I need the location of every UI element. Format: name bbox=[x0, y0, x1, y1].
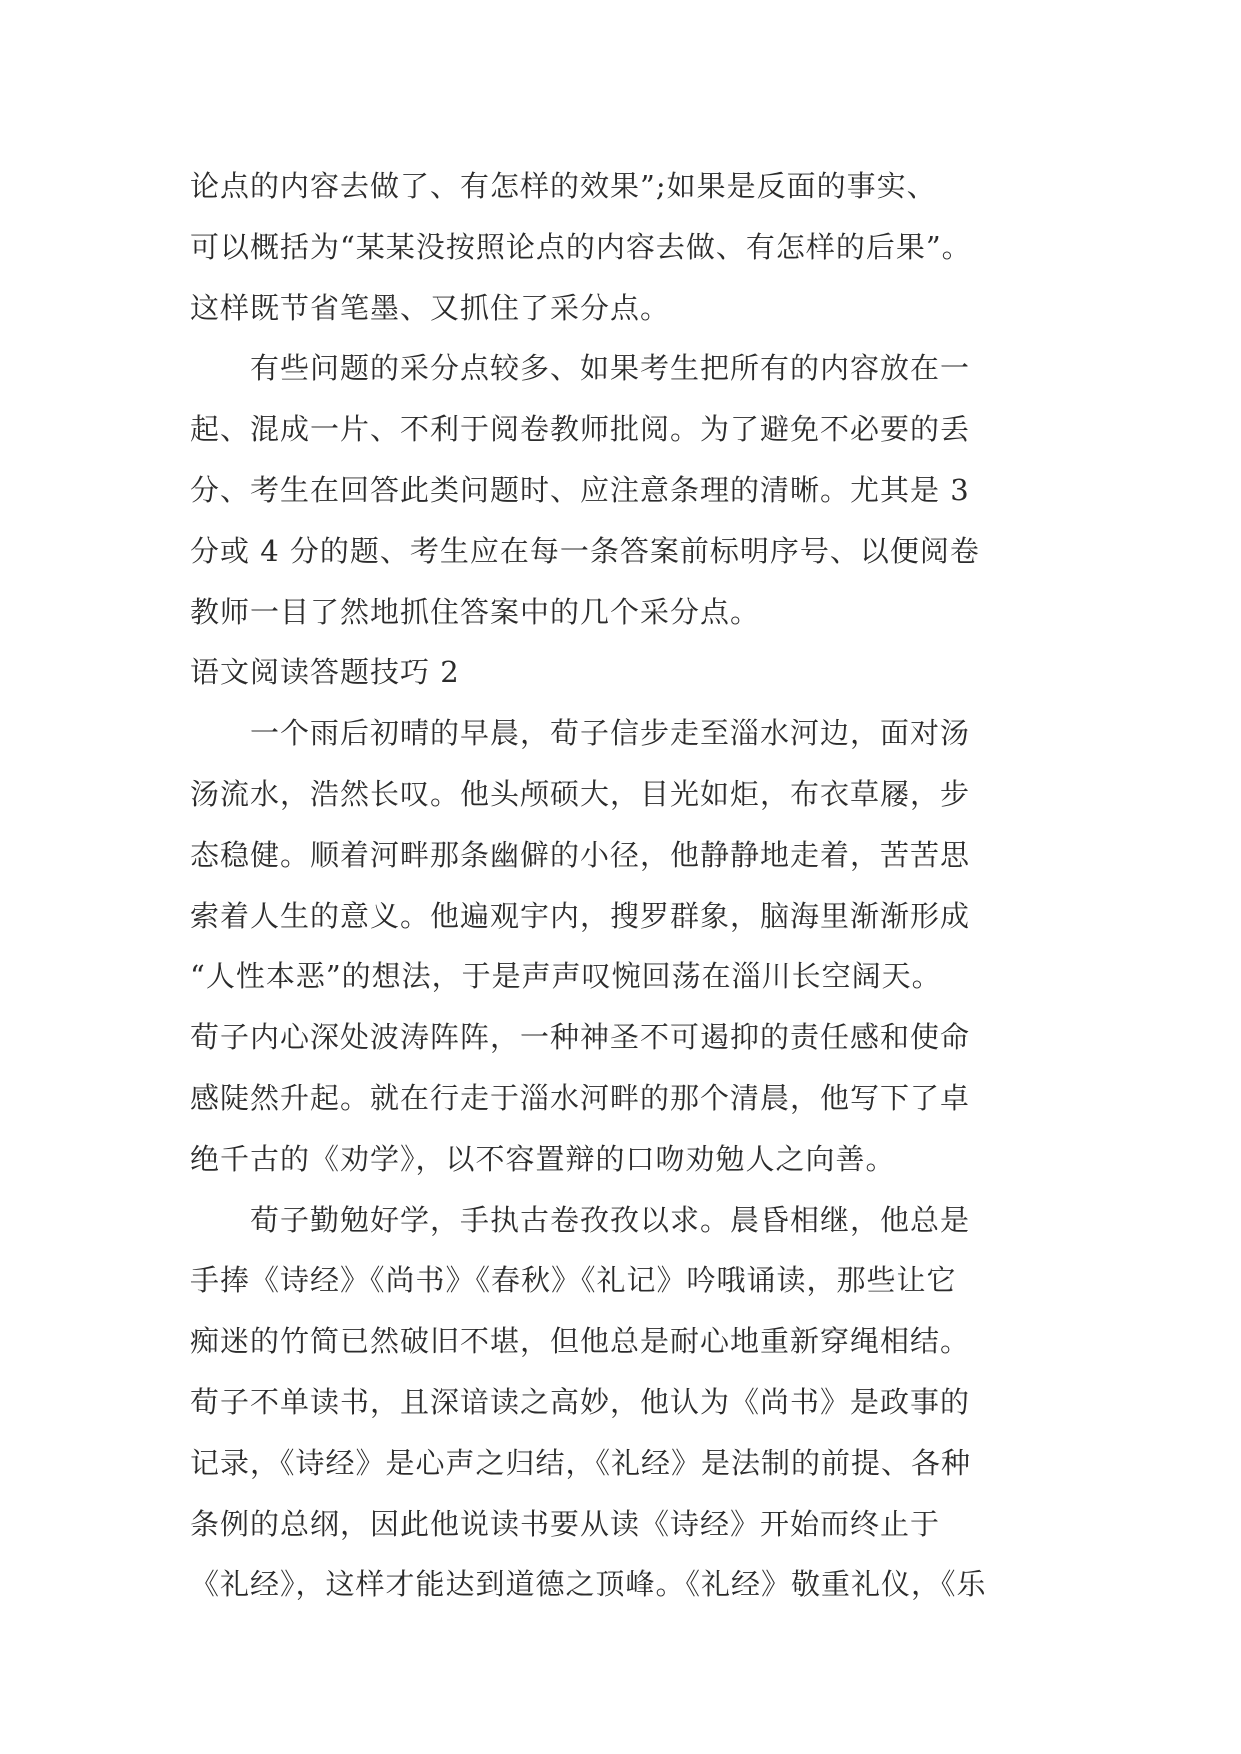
text-line: 感陡然升起。就在行走于淄水河畔的那个清晨，他写下了卓 bbox=[190, 1080, 971, 1115]
section-heading: 语文阅读答题技巧 2 bbox=[190, 655, 460, 690]
text-line: 汤流水，浩然长叹。他头颅硕大，目光如炬，布衣草屦，步 bbox=[190, 776, 971, 811]
document-body bbox=[190, 156, 1060, 1615]
text-line: 荀子内心深处波涛阵阵，一种神圣不可遏抑的责任感和使命 bbox=[190, 1020, 971, 1055]
text-line: 有些问题的采分点较多、如果考生把所有的内容放在一 bbox=[190, 351, 971, 386]
text-line: 论点的内容去做了、有怎样的效果”;如果是反面的事实、 bbox=[190, 169, 937, 203]
text-line: 荀子勤勉好学，手执古卷孜孜以求。晨昏相继，他总是 bbox=[190, 1202, 971, 1237]
text-line: 荀子不单读书，且深谙读之高妙，他认为《尚书》是政事的 bbox=[190, 1384, 971, 1419]
text-line: 痴迷的竹简已然破旧不堪，但他总是耐心地重新穿绳相结。 bbox=[190, 1324, 971, 1359]
text-line: 态稳健。顺着河畔那条幽僻的小径，他静静地走着，苦苦思 bbox=[190, 837, 971, 872]
text-line: 索着人生的意义。他遍观宇内，搜罗群象，脑海里渐渐形成 bbox=[190, 898, 971, 933]
text-line: 《礼经》，这样才能达到道德之顶峰。《礼经》敬重礼仪，《乐 bbox=[190, 1567, 987, 1602]
text-line: 教师一目了然地抓住答案中的几个采分点。 bbox=[190, 594, 761, 629]
text-line: 手捧《诗经》《尚书》《春秋》《礼记》吟哦诵读，那些让它 bbox=[190, 1263, 957, 1298]
text-line: 起、混成一片、不利于阅卷教师批阅。为了避免不必要的丢 bbox=[190, 412, 971, 447]
text-line: 这样既节省笔墨、又抓住了采分点。 bbox=[190, 290, 671, 325]
text-line: 绝千古的《劝学》，以不容置辩的口吻劝勉人之向善。 bbox=[190, 1141, 896, 1176]
text-line: 记录，《诗经》是心声之归结，《礼经》是法制的前提、各种 bbox=[190, 1445, 972, 1480]
text-line: 条例的总纲，因此他说读书要从读《诗经》开始而终止于 bbox=[190, 1506, 941, 1541]
text-line: 分或 4 分的题、考生应在每一条答案前标明序号、以便阅卷 bbox=[190, 533, 980, 568]
text-line: 可以概括为“某某没按照论点的内容去做、有怎样的后果”。 bbox=[190, 229, 972, 264]
text-line: “人性本恶”的想法，于是声声叹惋回荡在淄川长空阔天。 bbox=[190, 959, 942, 994]
text-line: 分、考生在回答此类问题时、应注意条理的清晰。尤其是 3 bbox=[190, 472, 970, 507]
text-line: 一个雨后初晴的早晨，荀子信步走至淄水河边，面对汤 bbox=[190, 716, 971, 751]
